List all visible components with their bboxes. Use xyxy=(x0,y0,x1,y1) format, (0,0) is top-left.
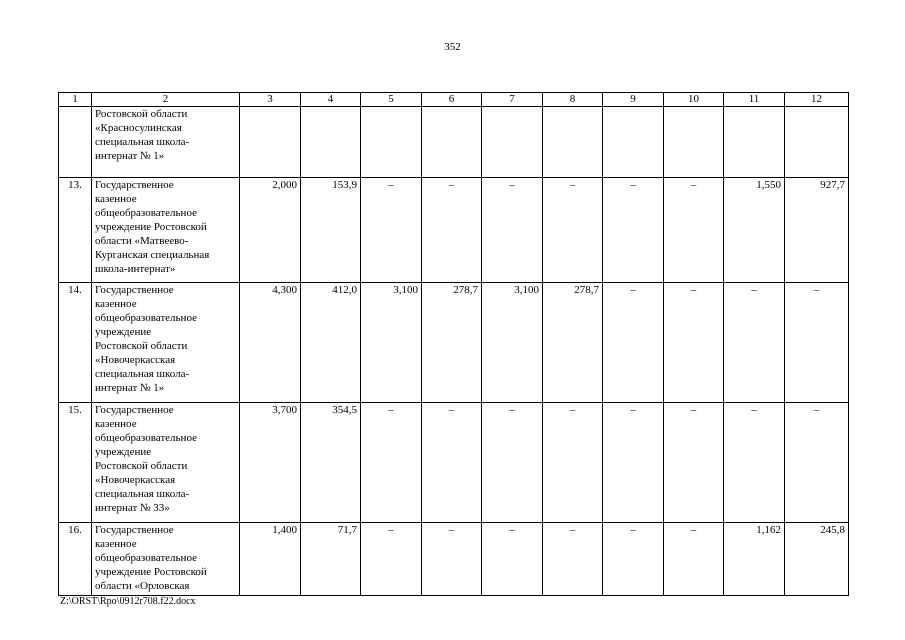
table-cell: – xyxy=(724,283,785,403)
institution-name: Ростовской области «Красносулинская специальная школа- интернат № 1» xyxy=(92,107,240,178)
table-cell: – xyxy=(785,283,849,403)
table-cell: – xyxy=(664,523,724,596)
column-header: 12 xyxy=(785,93,849,107)
table-cell: 153,9 xyxy=(301,178,361,283)
institution-name: Государственное казенное общеобразовательное учреждение Ростовской области «Орловская xyxy=(92,523,240,596)
column-header: 2 xyxy=(92,93,240,107)
table-cell: 354,5 xyxy=(301,403,361,523)
table-cell: – xyxy=(603,523,664,596)
table-cell xyxy=(724,107,785,178)
file-path-footer: Z:\ORST\Rpo\0912r708.f22.docx xyxy=(60,596,196,607)
table-cell: 1,400 xyxy=(240,523,301,596)
table-cell: 278,7 xyxy=(543,283,603,403)
table-cell: 2,000 xyxy=(240,178,301,283)
table-cell: – xyxy=(482,178,543,283)
table-cell xyxy=(422,107,482,178)
table-cell: – xyxy=(603,178,664,283)
table-cell: 412,0 xyxy=(301,283,361,403)
column-header: 7 xyxy=(482,93,543,107)
table-cell xyxy=(240,107,301,178)
table-cell: 1,550 xyxy=(724,178,785,283)
column-header: 11 xyxy=(724,93,785,107)
table-cell: – xyxy=(543,403,603,523)
row-number: 15. xyxy=(59,403,92,523)
table-cell: – xyxy=(482,403,543,523)
table-cell: 3,100 xyxy=(482,283,543,403)
table-cell: – xyxy=(361,178,422,283)
table-cell: 3,100 xyxy=(361,283,422,403)
table-cell: – xyxy=(603,283,664,403)
table-cell: – xyxy=(361,403,422,523)
data-table xyxy=(58,92,849,596)
table-cell: – xyxy=(422,523,482,596)
table-cell: – xyxy=(664,178,724,283)
table-row xyxy=(59,283,849,403)
column-header: 1 xyxy=(59,93,92,107)
table-cell: 3,700 xyxy=(240,403,301,523)
row-number: 16. xyxy=(59,523,92,596)
table-row xyxy=(59,403,849,523)
column-header: 6 xyxy=(422,93,482,107)
column-header: 9 xyxy=(603,93,664,107)
column-header: 8 xyxy=(543,93,603,107)
table-cell: – xyxy=(664,403,724,523)
column-header: 5 xyxy=(361,93,422,107)
header-row xyxy=(59,93,849,107)
table-cell: 927,7 xyxy=(785,178,849,283)
table-cell: – xyxy=(603,403,664,523)
column-header: 4 xyxy=(301,93,361,107)
table-row xyxy=(59,523,849,596)
institution-name: Государственное казенное общеобразовательное учреждение Ростовской области «Новочеркасская специальная школа- интернат № 1» xyxy=(92,283,240,403)
table-cell: – xyxy=(664,283,724,403)
table-cell: – xyxy=(785,403,849,523)
table-cell: 278,7 xyxy=(422,283,482,403)
column-header: 3 xyxy=(240,93,301,107)
table-cell: – xyxy=(482,523,543,596)
column-header: 10 xyxy=(664,93,724,107)
table-row xyxy=(59,178,849,283)
table-row xyxy=(59,107,849,178)
table-cell xyxy=(482,107,543,178)
table-cell: – xyxy=(724,403,785,523)
table-cell xyxy=(301,107,361,178)
table-cell: – xyxy=(543,178,603,283)
page-number: 352 xyxy=(444,41,461,53)
table-cell xyxy=(785,107,849,178)
row-number: 14. xyxy=(59,283,92,403)
table-cell: 4,300 xyxy=(240,283,301,403)
table-cell: – xyxy=(543,523,603,596)
table-cell: 1,162 xyxy=(724,523,785,596)
table-cell: – xyxy=(361,523,422,596)
row-number: 13. xyxy=(59,178,92,283)
table-cell xyxy=(664,107,724,178)
table-cell xyxy=(361,107,422,178)
institution-name: Государственное казенное общеобразовательное учреждение Ростовской области «Матвеево- Курганская специальная школа-интернат» xyxy=(92,178,240,283)
table-cell: 71,7 xyxy=(301,523,361,596)
table-cell: – xyxy=(422,403,482,523)
table-cell: 245,8 xyxy=(785,523,849,596)
table-cell: – xyxy=(422,178,482,283)
table-cell xyxy=(543,107,603,178)
table-cell xyxy=(603,107,664,178)
row-number xyxy=(59,107,92,178)
institution-name: Государственное казенное общеобразовательное учреждение Ростовской области «Новочеркасская специальная школа- интернат № 33» xyxy=(92,403,240,523)
